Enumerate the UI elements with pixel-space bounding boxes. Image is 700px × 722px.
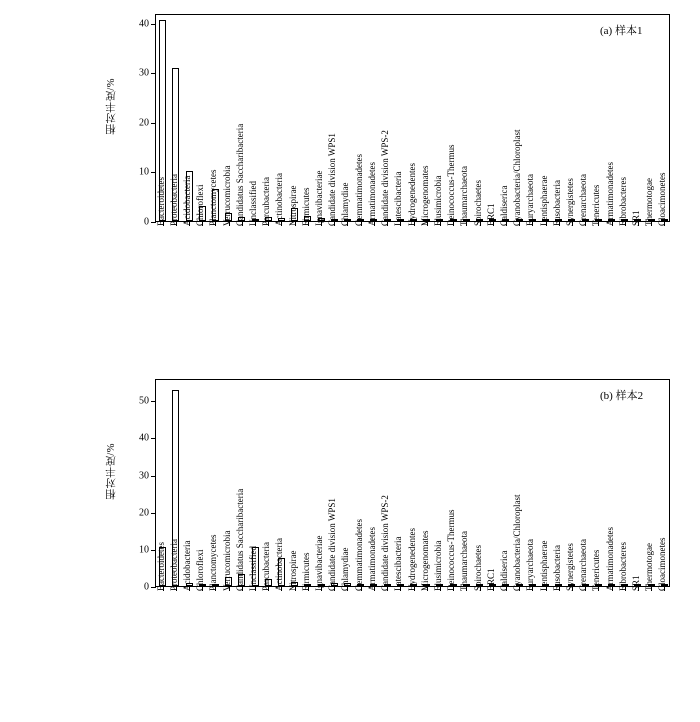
x-tick-label: Microgenomates — [419, 530, 430, 591]
x-tick-label: Candidate division WPS1 — [327, 133, 338, 226]
x-tick-label: Acidobacteria — [182, 175, 192, 226]
x-tick-label: Chloroflexi — [195, 184, 206, 226]
y-tick — [151, 123, 156, 124]
y-tick — [151, 476, 156, 477]
x-tick-label: Thermotogae — [644, 178, 655, 226]
x-tick-label: Actinobacteria — [274, 173, 285, 226]
x-tick-label: Spirochaetes — [472, 180, 483, 226]
x-tick-label: Verrucomicrobia — [221, 530, 232, 591]
x-tick-label: Gemmatimonadetes — [353, 519, 364, 591]
x-tick-label: Ignavibacteriae — [314, 170, 325, 226]
x-tick-label: Euryarchaeota — [525, 539, 536, 591]
y-tick — [151, 73, 156, 74]
y-tick-label: 10 — [139, 544, 149, 556]
y-tick-label: 40 — [139, 18, 149, 30]
x-tick-label: Firmicutes — [300, 187, 311, 226]
y-tick-label: 20 — [139, 507, 149, 519]
x-tick-label: Acidobacteria — [182, 540, 192, 591]
x-tick-label: Synergistetes — [564, 178, 575, 226]
y-tick-label: 20 — [139, 117, 149, 129]
x-tick-label: Candidate division WPS-2 — [380, 495, 391, 591]
x-tick-label: SR1 — [630, 575, 641, 591]
x-tick-label: Fusobacteria — [551, 180, 562, 226]
x-tick-label: Thaumarchaeota — [459, 531, 470, 591]
y-tick-label: 30 — [139, 470, 149, 482]
x-tick-label: Thaumarchaeota — [459, 166, 470, 226]
x-tick-label: Candidatus Saccharibacteria — [234, 123, 245, 226]
y-axis-label-b: 相对丰度/% — [106, 443, 117, 500]
y-tick — [151, 401, 156, 402]
x-tick-label: Fibrobacteres — [617, 177, 628, 226]
x-tick-label: Deinococcus-Thermus — [446, 144, 457, 226]
y-tick-label: 0 — [144, 216, 149, 228]
x-tick-label: Candidate division WPS-2 — [380, 130, 391, 226]
x-tick-label: Unclassified — [248, 546, 259, 591]
x-tick-label: Bacteroidetes — [155, 177, 166, 226]
x-tick-label: Lentisphaerae — [538, 175, 549, 226]
x-tick-label: Elusimicrobia — [432, 175, 443, 226]
x-tick-label: Parcubacteria — [261, 177, 272, 226]
x-tick-label: Latescibacteria — [393, 171, 404, 226]
x-tick-label: Cyanobacteria/Chloroplast — [512, 494, 523, 591]
x-tick-label: Tenericutes — [591, 549, 602, 591]
x-tick-label: Armatimonadetes — [604, 162, 615, 226]
x-tick-label: Proteobacteria — [168, 174, 179, 226]
x-tick-label: Planctomycetes — [208, 169, 219, 226]
x-tick-label: Nitrospirae — [287, 185, 298, 226]
x-tick-label: Deinococcus-Thermus — [446, 509, 457, 591]
y-tick-label: 30 — [139, 67, 149, 79]
x-tick-label: Actinobacteria — [274, 538, 285, 591]
x-tick-label: Candidate division WPS1 — [327, 498, 338, 591]
x-tick-label: Bacteroidetes — [155, 542, 166, 591]
x-tick-label: Crenarchaeota — [578, 174, 589, 226]
x-tick-label: Synergistetes — [564, 543, 575, 591]
x-tick-label: Proteobacteria — [168, 539, 179, 591]
x-tick-label: Caldiserica — [498, 185, 509, 226]
x-tick-label: Elusimicrobia — [432, 540, 443, 591]
x-tick-label: Chlamydiae — [340, 182, 351, 226]
x-tick-label: Fusobacteria — [551, 545, 562, 591]
x-tick-label: Ignavibacteriae — [314, 535, 325, 591]
x-tick-label: Caldiserica — [498, 550, 509, 591]
x-tick-label: Armatimonadetes — [604, 527, 615, 591]
x-tick-label: Lentisphaerae — [538, 540, 549, 591]
x-tick-label: Spirochaetes — [472, 545, 483, 591]
x-tick-label: Chloroflexi — [195, 549, 206, 591]
x-tick-label: Cloacimonetes — [657, 172, 668, 226]
y-axis-label-a: 相对丰度/% — [106, 78, 117, 135]
x-tick-label: BRC1 — [485, 568, 496, 591]
y-tick-label: 50 — [139, 395, 149, 407]
y-tick-label: 0 — [144, 581, 149, 593]
x-tick-label: Firmicutes — [300, 552, 311, 591]
y-tick — [151, 513, 156, 514]
x-tick-label: Chlamydiae — [340, 547, 351, 591]
x-tick-label: Hydrogenedentes — [406, 163, 417, 226]
x-tick-label: Gemmatimonadetes — [353, 154, 364, 226]
x-tick-label: Cyanobacteria/Chloroplast — [512, 129, 523, 226]
x-tick-label: Unclassified — [248, 181, 259, 226]
y-tick-label: 40 — [139, 432, 149, 444]
x-tick-label: Armatimonadetes — [366, 162, 377, 226]
x-tick-label: Parcubacteria — [261, 542, 272, 591]
y-tick — [151, 438, 156, 439]
y-tick — [151, 172, 156, 173]
y-tick-label: 10 — [139, 166, 149, 178]
x-tick-label: Latescibacteria — [393, 536, 404, 591]
x-tick-label: Euryarchaeota — [525, 174, 536, 226]
x-tick-label: Nitrospirae — [287, 550, 298, 591]
x-tick-label: Verrucomicrobia — [221, 165, 232, 226]
panel-tag-b: (b) 样本2 — [600, 390, 644, 402]
y-tick — [151, 24, 156, 25]
x-tick-label: Thermotogae — [644, 543, 655, 591]
x-tick-label: SR1 — [630, 210, 641, 226]
x-tick-label: Microgenomates — [419, 165, 430, 226]
x-tick-label: Armatimonadetes — [366, 527, 377, 591]
panel-tag-a: (a) 样本1 — [600, 25, 643, 37]
x-tick-label: Fibrobacteres — [617, 542, 628, 591]
x-tick-label: Planctomycetes — [208, 534, 219, 591]
chart-panel-b — [0, 361, 700, 722]
x-tick-label: BRC1 — [485, 203, 496, 226]
x-tick-label: Tenericutes — [591, 184, 602, 226]
x-tick-label: Candidatus Saccharibacteria — [234, 488, 245, 591]
x-tick-label: Crenarchaeota — [578, 539, 589, 591]
x-tick-label: Cloacimonetes — [657, 537, 668, 591]
x-tick-label: Hydrogenedentes — [406, 528, 417, 591]
